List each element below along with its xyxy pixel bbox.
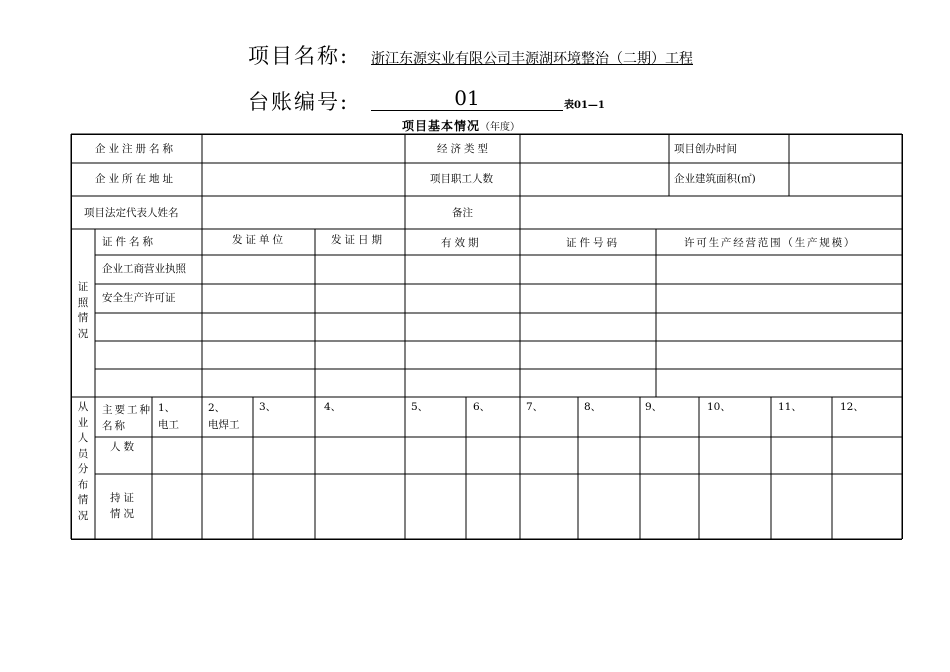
trade-6: 6、 [473, 401, 491, 413]
cert-header-name: 证件名称 [102, 236, 156, 248]
trade-8: 8、 [584, 401, 602, 413]
label-company-building-area: 企业建筑面积(㎡) [674, 173, 756, 185]
cert-header-validity: 有效期 [441, 237, 482, 249]
label-project-staff-count: 项目职工人数 [430, 173, 493, 185]
trade-4: 4、 [324, 401, 342, 413]
form-code: 表01—1 [564, 100, 605, 111]
cert-header-scope: 许可生产经营范围（生产规模） [684, 237, 857, 249]
label-project-start-time: 项目创办时间 [674, 143, 737, 155]
trade-header-text: 主要工种名称 [102, 404, 152, 432]
trade-3: 3、 [259, 401, 277, 413]
cert-header-issuer: 发证单位 [232, 234, 286, 246]
trade-10: 10、 [707, 401, 731, 413]
label-company-address: 企业所在地址 [95, 173, 176, 185]
table-title-suffix: （年度） [480, 122, 521, 133]
label-remarks: 备注 [452, 207, 473, 219]
ledger-no: 01 [371, 86, 563, 111]
project-name-label: 项目名称: [248, 44, 350, 68]
workforce-section-label: 从业人员分布情况 [77, 401, 89, 522]
label-company-reg-name: 企业注册名称 [95, 143, 176, 155]
cert-row-safety-permit: 安全生产许可证 [102, 292, 176, 304]
cert-status-row-label [110, 490, 144, 522]
trade-12: 12、 [840, 401, 864, 413]
trade-5: 5、 [411, 401, 429, 413]
trade-1: 1、 电工 [158, 402, 179, 431]
count-row-label: 人数 [110, 441, 137, 453]
cert-status-text: 持证情况 [110, 492, 137, 520]
label-legal-rep-name: 项目法定代表人姓名 [84, 207, 179, 219]
cert-header-issue-date: 发证日期 [331, 234, 385, 246]
cert-header-number: 证件号码 [566, 237, 620, 249]
certificates-section-label: 证照情况 [77, 281, 89, 340]
trade-11: 11、 [778, 401, 802, 413]
cert-row-business-license: 企业工商营业执照 [102, 263, 186, 275]
trade-header-label [102, 402, 152, 434]
trade-7: 7、 [526, 401, 544, 413]
table-title-text: 项目基本情况 [402, 119, 481, 133]
label-economy-type: 经济类型 [437, 143, 491, 155]
trade-2: 2、 电焊工 [208, 402, 240, 431]
ledger-no-label: 台账编号: [248, 90, 350, 114]
project-name: 浙江东源实业有限公司丰源湖环境整治（二期）工程 [371, 51, 693, 67]
trade-9: 9、 [645, 401, 663, 413]
